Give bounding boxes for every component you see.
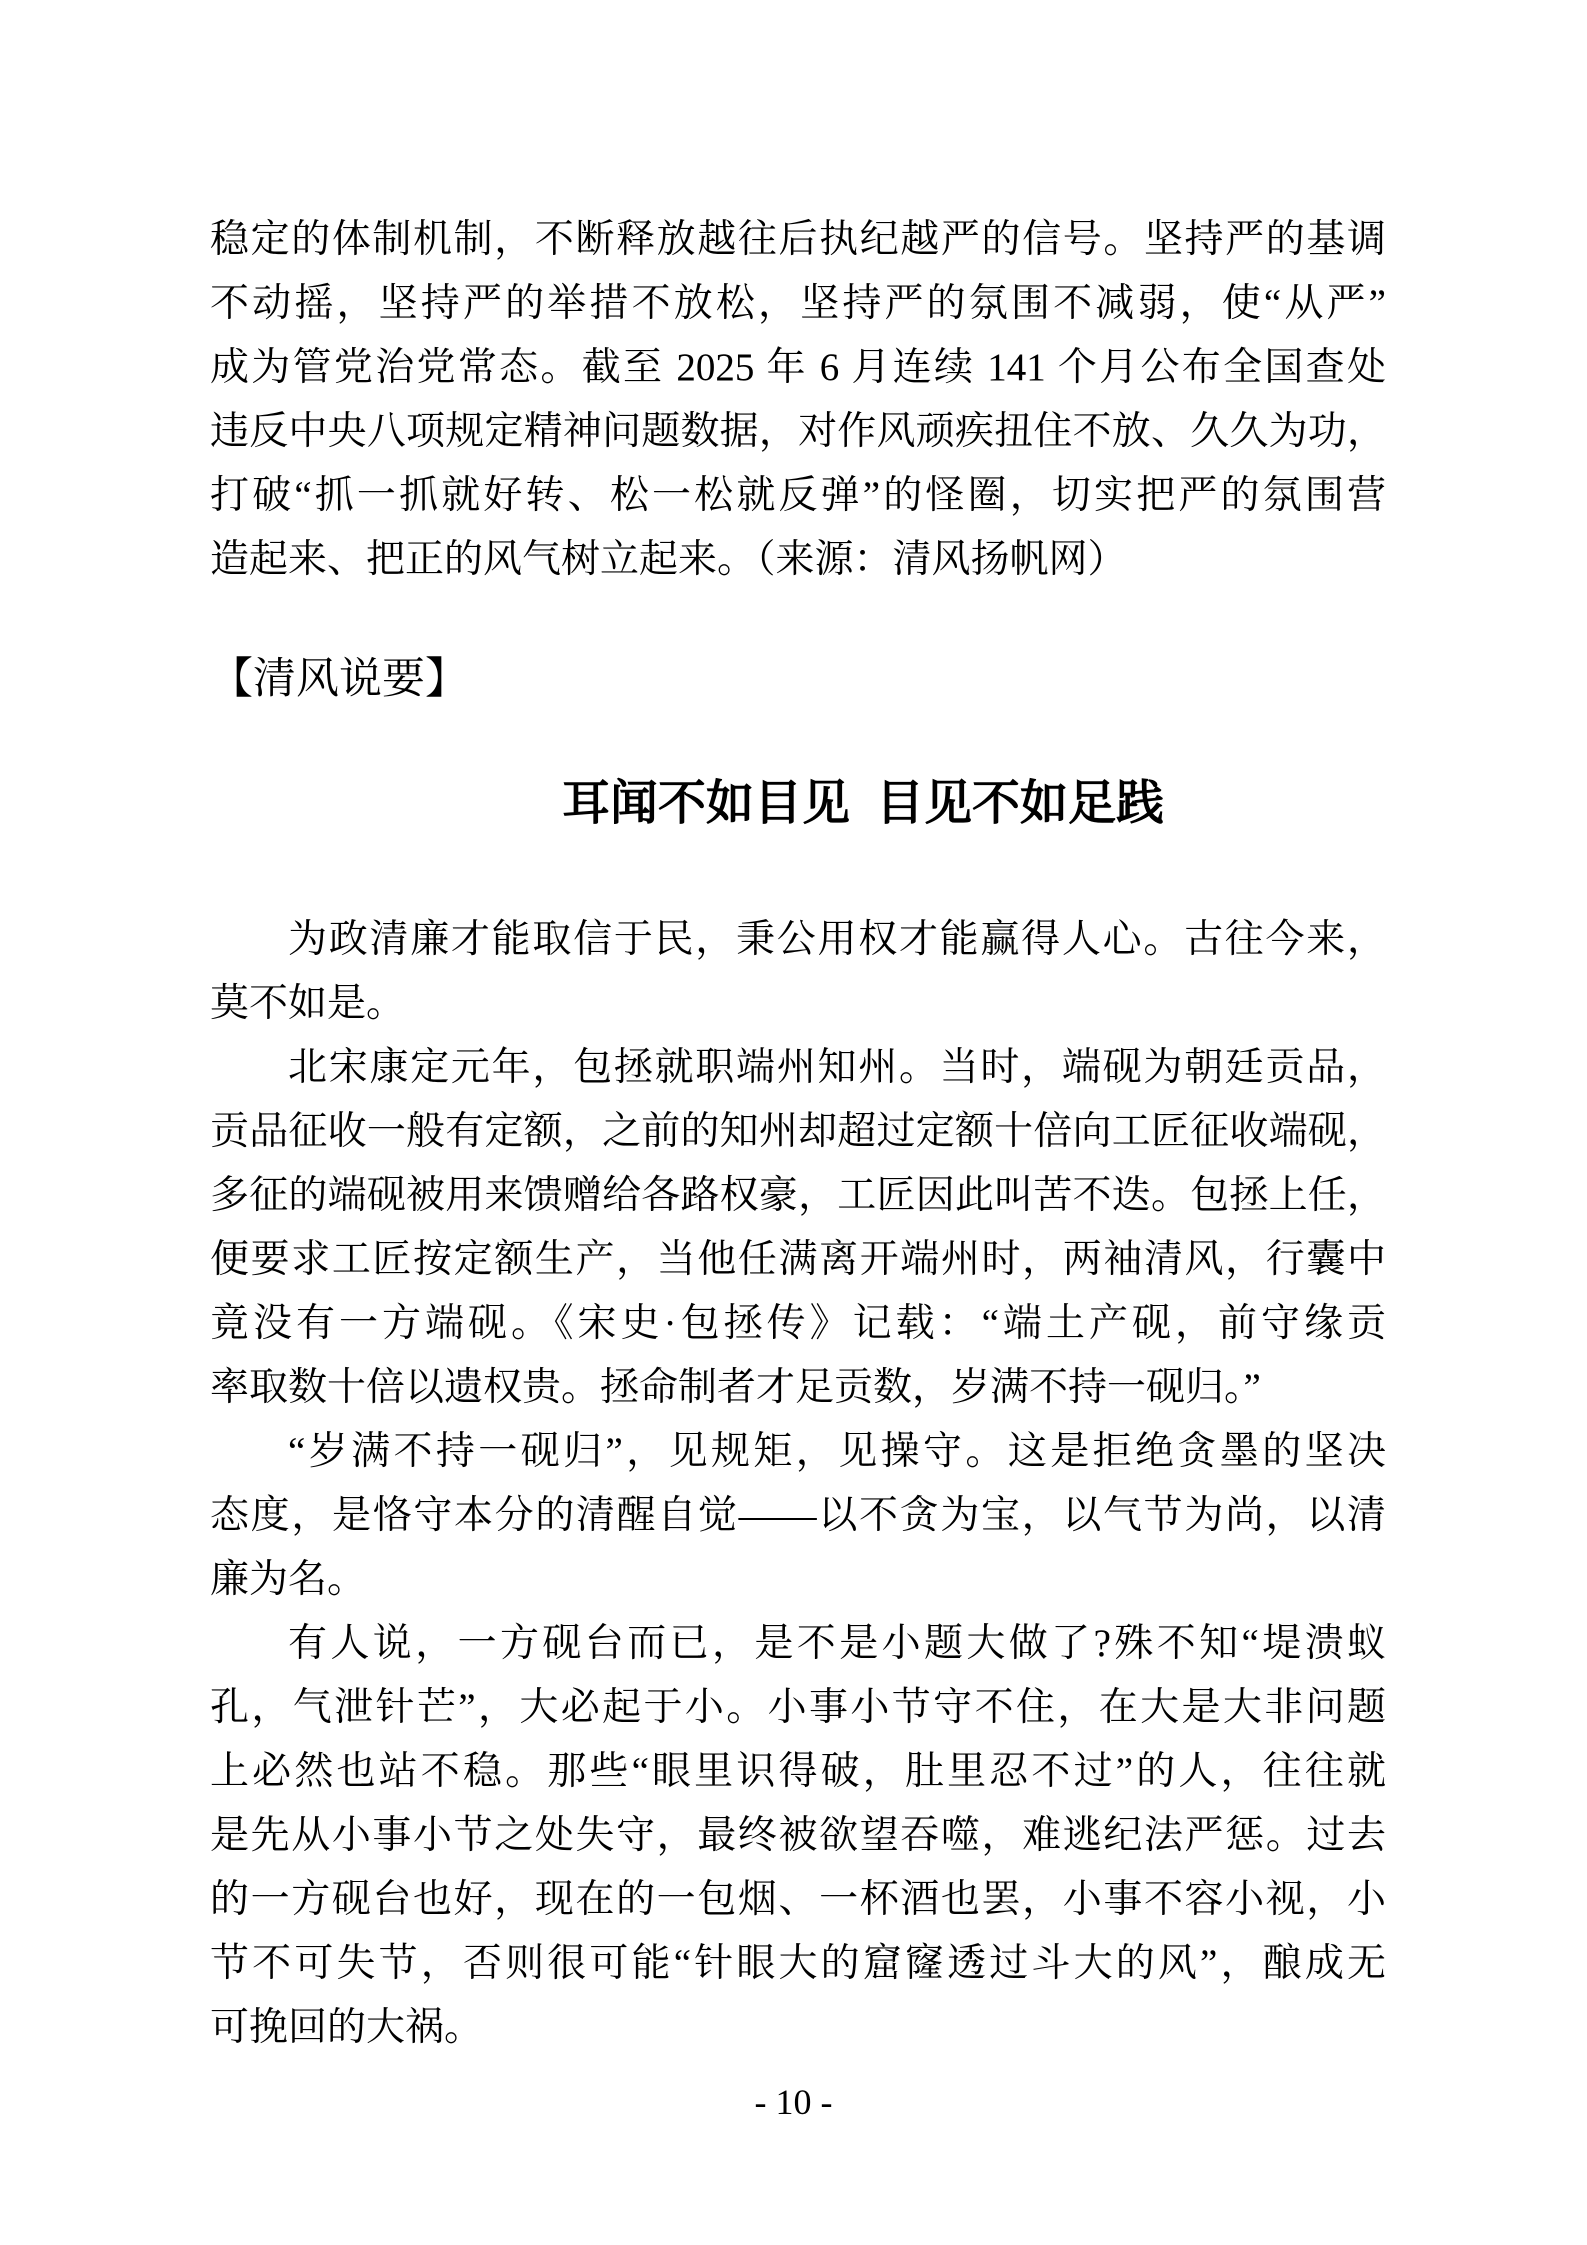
- continuation-paragraph: [210, 208, 1386, 592]
- article-title-text: 耳闻不如目见 目见不如足践: [561, 777, 1164, 830]
- body-line: 有人说，一方砚台而已，是不是小题大做了?殊不知“堤溃蚁: [288, 1622, 1386, 1665]
- body-line: 打破“抓一抓就好转、松一松就反弹”的怪圈，切实把严的氛围营: [210, 474, 1386, 517]
- body-line: 可挽回的大祸。: [210, 2006, 484, 2049]
- body-line: 稳定的体制机制，不断释放越往后执纪越严的信号。坚持严的基调: [210, 218, 1386, 261]
- body-line: “岁满不持一砚归”，见规矩，见操守。这是拒绝贪墨的坚决: [288, 1430, 1386, 1473]
- body-line: 贡品征收一般有定额，之前的知州却超过定额十倍向工匠征收端砚，: [210, 1110, 1386, 1153]
- article-title: [210, 772, 1386, 836]
- body-line: 上必然也站不稳。那些“眼里识得破，肚里忍不过”的人，往往就: [210, 1750, 1386, 1793]
- body-line: 成为管党治党常态。截至 2025 年 6 月连续 141 个月公布全国查处: [210, 346, 1386, 389]
- body-line: 孔，气泄针芒”，大必起于小。小事小节守不住，在大是大非问题: [210, 1686, 1386, 1729]
- body-line: 造起来、把正的风气树立起来。（来源：清风扬帆网）: [210, 538, 1127, 581]
- body-line: 北宋康定元年，包拯就职端州知州。当时，端砚为朝廷贡品，: [288, 1046, 1386, 1089]
- body-line: 竟没有一方端砚。《宋史·包拯传》记载：“端土产砚，前守缘贡: [210, 1302, 1386, 1345]
- body-line: 便要求工匠按定额生产，当他任满离开端州时，两袖清风，行囊中: [210, 1238, 1386, 1281]
- body-line: 态度，是恪守本分的清醒自觉——以不贪为宝，以气节为尚，以清: [210, 1494, 1386, 1537]
- body-line: 为政清廉才能取信于民，秉公用权才能赢得人心。古往今来，: [288, 918, 1386, 961]
- body-line: 率取数十倍以遗权贵。拯命制者才足贡数，岁满不持一砚归。”: [210, 1366, 1261, 1409]
- body-line: 违反中央八项规定精神问题数据，对作风顽疾扭住不放、久久为功，: [210, 410, 1386, 453]
- body-line: 节不可失节，否则很可能“针眼大的窟窿透过斗大的风”，酿成无: [210, 1942, 1386, 1985]
- page-number: - 10 -: [754, 2082, 833, 2122]
- body-line: 不动摇，坚持严的举措不放松，坚持严的氛围不减弱，使“从严”: [210, 282, 1386, 325]
- body-line: 的一方砚台也好，现在的一包烟、一杯酒也罢，小事不容小视，小: [210, 1878, 1386, 1921]
- body-line: 是先从小事小节之处失守，最终被欲望吞噬，难逃纪法严惩。过去: [210, 1814, 1386, 1857]
- article-body: [210, 908, 1386, 2060]
- section-header: [210, 648, 1386, 712]
- section-header-label: 【清风说要】: [210, 656, 468, 703]
- body-line: 莫不如是。: [210, 982, 406, 1025]
- body-line: 多征的端砚被用来馈赠给各路权豪，工匠因此叫苦不迭。包拯上任，: [210, 1174, 1386, 1217]
- body-line: 廉为名。: [210, 1558, 367, 1601]
